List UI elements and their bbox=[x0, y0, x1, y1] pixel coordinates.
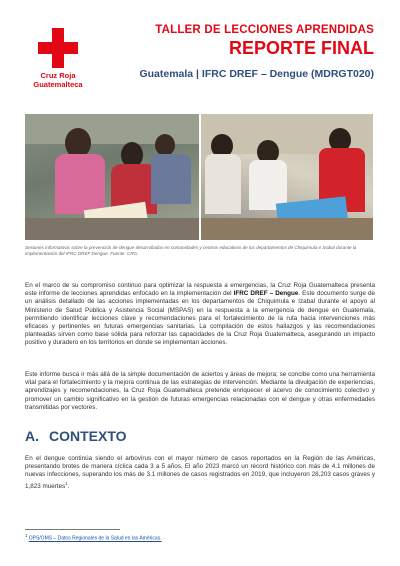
context-end: . bbox=[67, 482, 70, 490]
report-kicker: TALLER DE LECCIONES APRENDIDAS bbox=[155, 24, 374, 36]
para1-bold-dref: IFRC DREF – Dengue bbox=[233, 290, 299, 298]
red-cross-icon bbox=[38, 28, 78, 68]
logo-text bbox=[26, 72, 90, 89]
section-number: A. bbox=[25, 428, 39, 444]
logo-line-2: Guatemalteca bbox=[33, 79, 83, 89]
logo-line-1: Cruz Roja bbox=[40, 71, 76, 80]
footnote-number: 1 bbox=[25, 533, 28, 538]
report-title: REPORTE FINAL bbox=[228, 38, 374, 58]
footnote-divider bbox=[25, 529, 120, 530]
footnote bbox=[25, 533, 162, 542]
para1-text-a: En el marco de su compromiso continuo para optimizar la respuesta a emergencias, la Cruz Roja Guatemalteca presenta este informe de lecciones aprendidas enfocado en la implementación del bbox=[25, 282, 375, 298]
intro-paragraph-1 bbox=[25, 282, 375, 348]
intro-paragraph-2: Este informe busca ir más allá de la simple documentación de aciertos y áreas de mejora; se concibe como una herramienta vital para el fortalecimiento y la mejora continua de las estrategias de intervención. Mediante la divulgación de experiencias, aprendizajes y recomendaciones, la Cruz Roja Guatemalteca pretende enriquecer el acervo de conocimiento colectivo y promover un cambio significativo en la gestión de futuras emergencias relacionadas con el dengue y otras enfermedades transmitidas por vectores. bbox=[25, 371, 375, 411]
photo-community-session bbox=[25, 114, 199, 240]
context-text: En el dengue continúa siendo el arbovirus con el mayor número de casos reportados en la Región de las Américas, presentando brotes de manera cíclica cada 3 a 5 años. El año 2023 marcó un récord histórico con más de 4.1 millones de nuevas infecciones, superando los más de 3.1 millones de casos registrados en 2019, que incluyeron 28,203 casos graves y 1,823 muertes bbox=[25, 455, 375, 490]
cruz-roja-logo bbox=[26, 28, 90, 89]
para1-text-c: . Este documento surge de un análisis detallado de las acciones implementadas en los departamentos de Chiquimula e Izabal durante el apoyo al Ministerio de Salud Pública y Asistencia Social (MSPAS) en la respuesta a la emergencia de dengue en Guatemala, permitiendo identificar lecciones clave y recomendaciones para el fortalecimiento de la ruta hacia intervenciones más eficaces y pertinentes en futuras emergencias sanitarias. La compilación de estos hallazgos y las recomendaciones planteadas sirven como base sólida para reforzar las capacidades de la Cruz Roja Guatemalteca, asegurando un impacto positivo y duradero en los territorios en donde se implementan acciones. bbox=[25, 290, 375, 347]
section-heading-context bbox=[25, 428, 127, 444]
section-title: CONTEXTO bbox=[49, 428, 127, 444]
photo-school-session bbox=[201, 114, 373, 240]
footnote-ref[interactable]: 1 bbox=[65, 480, 68, 486]
context-paragraph bbox=[25, 455, 375, 491]
photo-caption: Sesiones informativas sobre la prevención de dengue desarrolladas en comunidades y centros educativos de los departamentos de Chiquimula e Izabal durante la implementación del IFRC DREF Dengue. Fuente: CRG. bbox=[25, 245, 357, 256]
footnote-link[interactable]: OPS/OMS – Datos Regionales de la Salud en las Américas. bbox=[28, 535, 162, 542]
report-subtitle: Guatemala | IFRC DREF – Dengue (MDRGT020) bbox=[139, 68, 374, 80]
photo-strip bbox=[25, 114, 373, 240]
